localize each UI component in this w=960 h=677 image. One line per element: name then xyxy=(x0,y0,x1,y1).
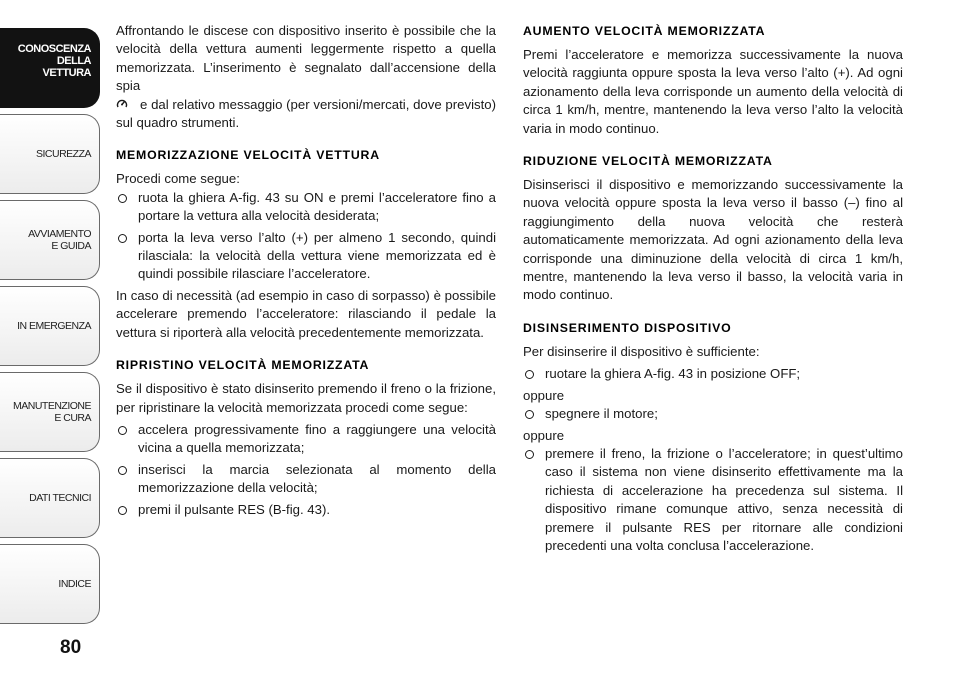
dis-intro: Per disinserire il dispositivo è sufficiente: xyxy=(523,343,760,359)
tab-avviamento-e-guida[interactable] xyxy=(0,200,100,280)
tab-label: CONOSCENZA DELLA VETTURA xyxy=(17,43,91,79)
list-item: spegnere il motore; xyxy=(523,405,903,423)
intro-text: Affrontando le discese con dispositivo inserito è possibile che la velocità della vettura aumenti leggermente rispetto a quella memorizzata. L’inserimento è segnalato dall’accensione della spia xyxy=(116,23,496,94)
intro-paragraph xyxy=(116,22,496,132)
tab-label: INDICE xyxy=(58,578,91,590)
dis-steps-3 xyxy=(523,445,903,555)
list-item: accelera progressivamente fino a raggiungere una velocità vicina a quella memorizzata; xyxy=(116,421,496,458)
list-item: inserisci la marcia selezionata al momento della memorizzazione della velocità; xyxy=(116,461,496,498)
dis-steps-2 xyxy=(523,405,903,423)
dis-steps-1 xyxy=(523,365,903,383)
oppure-label: oppure xyxy=(523,387,565,403)
tab-manutenzione-e-cura[interactable] xyxy=(0,372,100,452)
intro-text-cont: e dal relativo messaggio (per versioni/mercati, dove previsto) sul quadro strumenti. xyxy=(116,96,496,131)
tab-indice[interactable] xyxy=(0,544,100,624)
right-column xyxy=(523,22,903,558)
heading-ripristino: RIPRISTINO VELOCITÀ MEMORIZZATA xyxy=(116,358,370,373)
list-item: ruotare la ghiera A-fig. 43 in posizione OFF; xyxy=(523,365,903,383)
list-item: premere il freno, la frizione o l’acceleratore; in quest’ultimo caso il sistema non viene disinserito effettivamente ma la richiesta di accelerazione ha precedenza sul sistema. Il dispositivo rimane comunque attivo, senza necessità di premere il pulsante RES per ritornare alle condizioni precedenti una volta conclusa l’accelerazione. xyxy=(523,445,903,555)
tab-dati-tecnici[interactable] xyxy=(0,458,100,538)
aumento-text: Premi l’acceleratore e memorizza successivamente la nuova velocità raggiunta oppure sposta la leva verso l’alto (+). Ad ogni azionamento della leva corrisponde un aumento della velocità di circa 1 km/h, mentre, mantenendo la leva verso l’alto la velocità varia in modo continuo. xyxy=(523,47,903,136)
tab-in-emergenza[interactable] xyxy=(0,286,100,366)
riduzione-text: Disinserisci il dispositivo e memorizzando successivamente la nuova velocità oppure sposta la leva verso il basso (–) fino al raggiungimento della nuova velocità che resterà automaticamente memorizzata. Ad ogni azionamento della leva corrisponde una diminuzione della velocità di circa 1 km/h, mentre, mantenendo la leva verso il basso, la velocità varia in modo continuo. xyxy=(523,177,903,303)
heading-riduzione: RIDUZIONE VELOCITÀ MEMORIZZATA xyxy=(523,154,773,169)
tab-label: DATI TECNICI xyxy=(29,492,91,504)
heading-aumento: AUMENTO VELOCITÀ MEMORIZZATA xyxy=(523,24,766,38)
tab-conoscenza-della-vettura[interactable] xyxy=(0,28,100,108)
rip-intro: Se il dispositivo è stato disinserito premendo il freno o la frizione, per ripristinare la velocità memorizzata procedi come segue: xyxy=(116,381,496,415)
list-item: ruota la ghiera A-fig. 43 su ON e premi l’acceleratore fino a portare la vettura alla velocità desiderata; xyxy=(116,189,496,226)
heading-disinserimento: DISINSERIMENTO DISPOSITIVO xyxy=(523,320,732,335)
list-item: premi il pulsante RES (B-fig. 43). xyxy=(116,501,496,519)
tab-label: SICUREZZA xyxy=(35,148,91,160)
mem-note: In caso di necessità (ad esempio in caso di sorpasso) è possibile accelerare premendo l’acceleratore: rilasciando il pedale la vettura si riporterà alla velocità precedentemente memorizzata. xyxy=(116,287,496,340)
tab-label: IN EMERGENZA xyxy=(17,320,91,332)
tab-sicurezza[interactable] xyxy=(0,114,100,194)
left-column xyxy=(116,22,496,522)
tab-label: AVVIAMENTO E GUIDA xyxy=(28,228,91,252)
page-number: 80 xyxy=(60,637,82,658)
oppure-label: oppure xyxy=(523,427,565,443)
mem-intro: Procedi come segue: xyxy=(116,171,240,187)
list-item: porta la leva verso l’alto (+) per almeno 1 secondo, quindi rilasciala: la velocità della vettura viene memorizzata ed è quindi possibile rilasciare l’acceleratore. xyxy=(116,229,496,284)
rip-steps xyxy=(116,421,496,519)
mem-steps xyxy=(116,189,496,284)
cruise-control-icon xyxy=(116,98,128,110)
heading-memorizzazione: MEMORIZZAZIONE VELOCITÀ VETTURA xyxy=(116,148,380,163)
tab-label: MANUTENZIONE E CURA xyxy=(13,400,91,424)
